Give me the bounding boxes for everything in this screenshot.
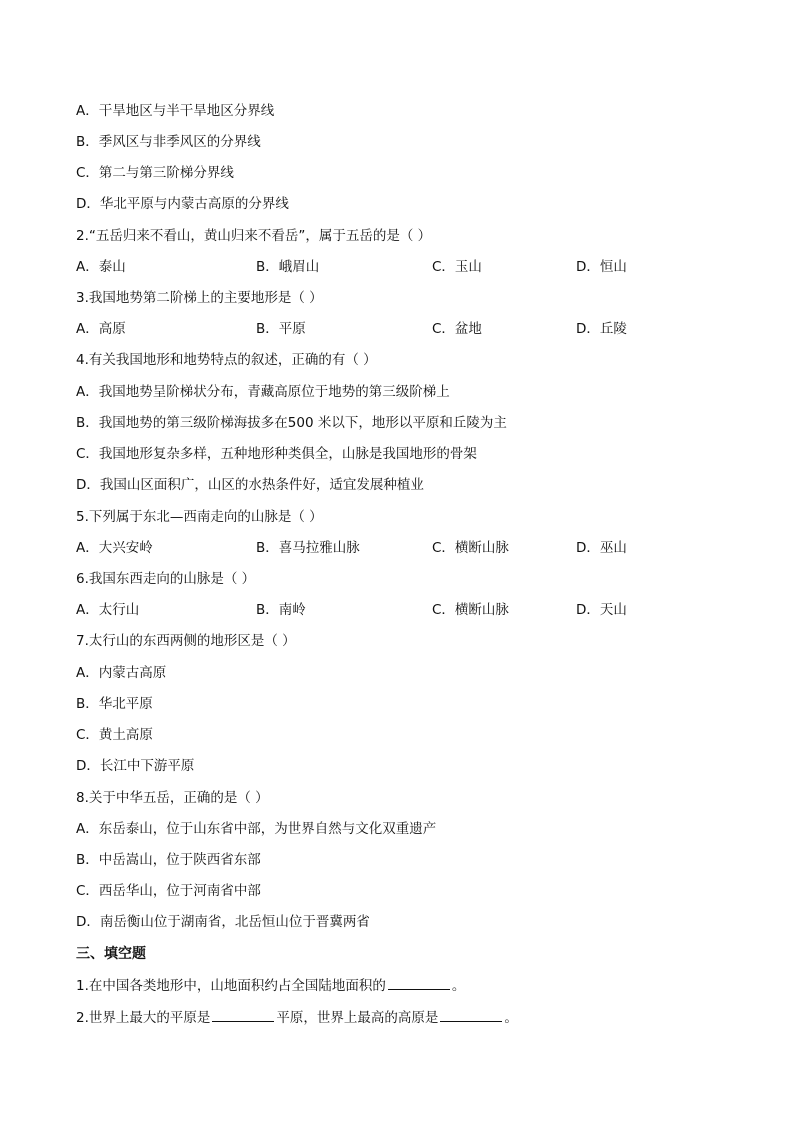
fill-question-1 [76,975,465,996]
q4-option-b: B．我国地势的第三级阶梯海拔多在500 米以下，地形以平原和丘陵为主 [76,415,507,431]
fill-1-blank[interactable] [388,975,450,990]
q5-option-c: C．横断山脉 [432,540,509,556]
q1-option-b: B．季风区与非季风区的分界线 [76,134,261,150]
q2-option-b: B．峨眉山 [256,259,320,275]
q5-options [76,538,716,558]
q1-option-c: C．第二与第三阶梯分界线 [76,165,234,181]
q2-option-c: C．玉山 [432,259,482,275]
fill-2-end: 。 [504,1010,518,1026]
q3-option-b: B．平原 [256,321,306,337]
q8-option-d: D．南岳衡山位于湖南省，北岳恒山位于晋冀两省 [76,914,370,930]
q4-option-d: D．我国山区面积广，山区的水热条件好，适宜发展种植业 [76,477,424,493]
q7-option-c: C．黄土高原 [76,727,153,743]
q3-stem: 3.我国地势第二阶梯上的主要地形是（ ） [76,290,323,306]
q8-stem: 8.关于中华五岳，正确的是（ ） [76,790,269,806]
q3-option-d: D．丘陵 [576,321,627,337]
q6-option-b: B．南岭 [256,602,306,618]
q8-option-c: C．西岳华山，位于河南省中部 [76,883,261,899]
q5-stem: 5.下列属于东北—西南走向的山脉是（ ） [76,509,323,525]
q2-options [76,257,716,277]
q6-option-d: D．天山 [576,602,627,618]
q2-stem: 2.“五岳归来不看山，黄山归来不看岳”，属于五岳的是（ ） [76,228,432,244]
q3-option-c: C．盆地 [432,321,482,337]
q6-options [76,600,716,620]
section-title-fill-in: 三、填空题 [76,946,146,962]
q7-stem: 7.太行山的东西两侧的地形区是（ ） [76,633,296,649]
q8-option-b: B．中岳嵩山，位于陕西省东部 [76,852,261,868]
q7-option-a: A．内蒙古高原 [76,665,167,681]
fill-2-blank-1[interactable] [212,1007,274,1022]
fill-2-text-a: 2.世界上最大的平原是 [76,1010,211,1026]
q3-options [76,319,716,339]
q7-option-b: B．华北平原 [76,696,153,712]
q5-option-a: A．大兴安岭 [76,540,153,556]
q6-option-c: C．横断山脉 [432,602,509,618]
fill-1-text: 1.在中国各类地形中，山地面积约占全国陆地面积的 [76,978,386,994]
q6-option-a: A．太行山 [76,602,140,618]
q7-option-d: D．长江中下游平原 [76,758,195,774]
q5-option-b: B．喜马拉雅山脉 [256,540,360,556]
q5-option-d: D．巫山 [576,540,627,556]
q6-stem: 6.我国东西走向的山脉是（ ） [76,571,256,587]
fill-1-end: 。 [451,978,466,994]
q1-option-d: D．华北平原与内蒙古高原的分界线 [76,196,289,212]
fill-2-text-b: 平原，世界上最高的高原是 [276,1010,439,1026]
q1-option-a: A．干旱地区与半干旱地区分界线 [76,103,275,119]
fill-question-2 [76,1007,518,1028]
q4-option-a: A．我国地势呈阶梯状分布，青藏高原位于地势的第三级阶梯上 [76,384,450,400]
q2-option-a: A．泰山 [76,259,126,275]
q2-option-d: D．恒山 [576,259,627,275]
q4-stem: 4.有关我国地形和地势特点的叙述，正确的有（ ） [76,352,377,368]
fill-2-blank-2[interactable] [440,1007,502,1022]
q3-option-a: A．高原 [76,321,126,337]
q4-option-c: C．我国地形复杂多样，五种地形种类俱全，山脉是我国地形的骨架 [76,446,477,462]
q8-option-a: A．东岳泰山，位于山东省中部，为世界自然与文化双重遗产 [76,821,437,837]
